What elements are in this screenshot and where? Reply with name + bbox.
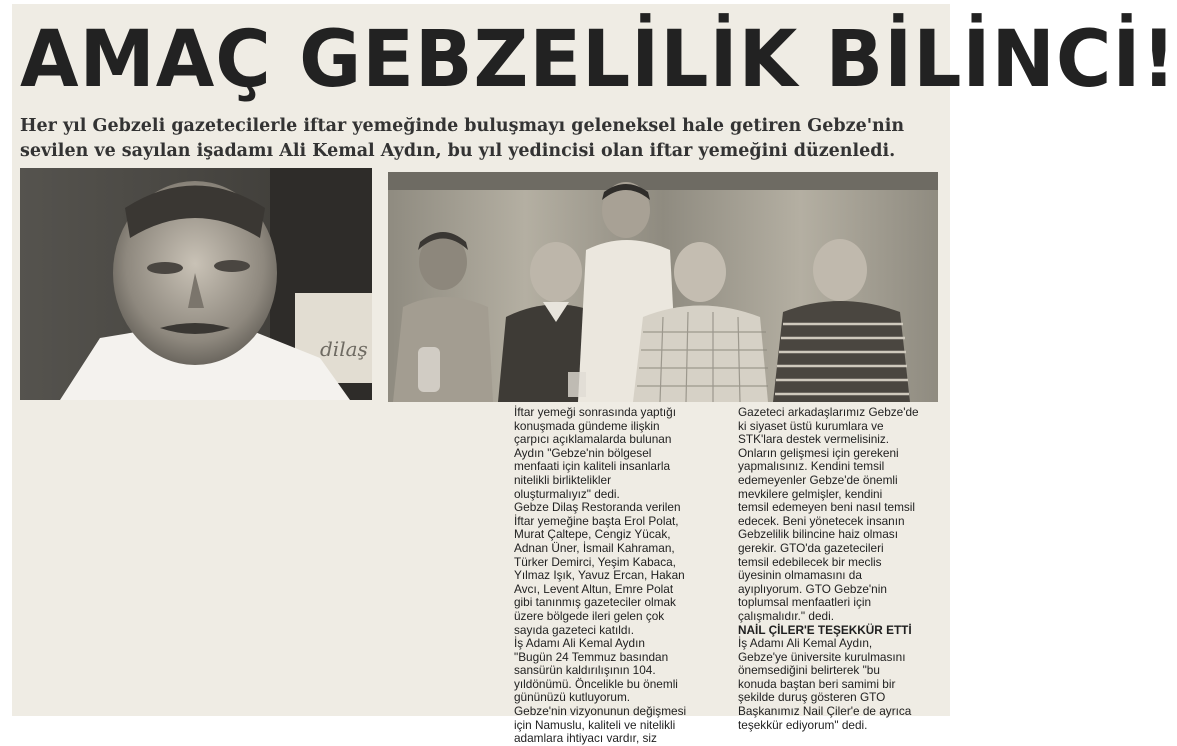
text-line: temsil edebilecek bir meclis bbox=[738, 554, 882, 569]
text-line: üyesinin olmamasını da bbox=[738, 568, 862, 583]
lead-line: Her yıl Gebzeli gazetecilerle iftar yemeğinde buluşmayı geleneksel hale getiren Gebze'nin bbox=[20, 116, 905, 136]
text-line: Adnan Üner, İsmail Kahraman, bbox=[514, 540, 675, 555]
text-line: oluşturmalıyız" dedi. bbox=[514, 486, 620, 501]
text-line: sayıda gazeteci katıldı. bbox=[514, 622, 635, 637]
text-line: konuda baştan beri samimi bir bbox=[738, 676, 896, 691]
text-line: ki siyaset üstü kurumlara ve bbox=[738, 418, 884, 433]
text-line: Murat Çaltepe, Cengiz Yücak, bbox=[514, 527, 671, 542]
subheading: NAİL ÇİLER'E TEŞEKKÜR ETTİ bbox=[738, 622, 912, 637]
text-line: Yılmaz Işık, Yavuz Ercan, Hakan bbox=[514, 568, 685, 583]
text-line: sansürün kaldırılışının 104. bbox=[514, 663, 656, 678]
article-column-1 bbox=[514, 406, 726, 746]
text-line: Gebze'ye üniversite kurulmasını bbox=[738, 649, 906, 664]
text-line: İş Adamı Ali Kemal Aydın bbox=[514, 636, 645, 651]
text-line: Türker Demirci, Yeşim Kabaca, bbox=[514, 554, 676, 569]
lead-line: sevilen ve sayılan işadamı Ali Kemal Aydın, bu yıl yedincisi olan iftar yemeğini düzenledi. bbox=[20, 141, 896, 161]
text-line: Gebze'nin vizyonunun değişmesi bbox=[514, 704, 687, 719]
text-line: şekilde duruş gösteren GTO bbox=[738, 690, 886, 705]
lead-paragraph bbox=[20, 114, 945, 164]
text-line: üzere bölgede ileri gelen çok bbox=[514, 608, 665, 623]
portrait-illustration bbox=[20, 168, 372, 400]
text-line: "Bugün 24 Temmuz basından bbox=[514, 649, 669, 664]
restaurant-sign-text: dilaş bbox=[320, 337, 368, 361]
text-line: nitelikli birliktelikler bbox=[514, 472, 612, 487]
text-line: Onların gelişmesi için gerekeni bbox=[738, 445, 899, 460]
text-line: için Namuslu, kaliteli ve nitelikli bbox=[514, 717, 676, 732]
text-line: edecek. Beni yönetecek insanın bbox=[738, 513, 905, 528]
text-line: teşekkür ediyorum" dedi. bbox=[738, 717, 868, 732]
text-line: Gazeteci arkadaşlarımız Gebze'de bbox=[738, 405, 919, 419]
text-line: Başkanımız Nail Çiler'e de ayrıca bbox=[738, 704, 912, 719]
text-line: gününüzü kutluyorum. bbox=[514, 690, 631, 705]
text-line: gibi tanınmış gazeteciler olmak bbox=[514, 595, 676, 610]
text-line: önemsediğini belirterek "bu bbox=[738, 663, 880, 678]
text-line: Avcı, Levent Altun, Emre Polat bbox=[514, 581, 674, 596]
text-line: Gebzelilik bilincine haiz olması bbox=[738, 527, 898, 542]
text-line: temsil edemeyen beni nasıl temsil bbox=[738, 500, 916, 515]
text-line: STK'lara destek vermelisiniz. bbox=[738, 432, 890, 447]
text-line: yapmalısınız. Kendini temsil bbox=[738, 459, 885, 474]
text-line: yıldönümü. Öncelikle bu önemli bbox=[514, 676, 678, 691]
text-line: menfaati için kaliteli insanlarla bbox=[514, 459, 671, 474]
text-line: gerekir. GTO'da gazetecileri bbox=[738, 540, 884, 555]
text-line: adamlara ihtiyacı vardır, siz bbox=[514, 731, 657, 746]
portrait-photo bbox=[20, 168, 372, 400]
text-line: İftar yemeği sonrasında yaptığı bbox=[514, 405, 676, 419]
group-illustration bbox=[388, 172, 938, 402]
headline: AMAÇ GEBZELİLİK BİLİNCİ! bbox=[20, 15, 1177, 105]
text-line: konuşmada gündeme ilişkin bbox=[514, 418, 660, 433]
text-line: Aydın "Gebze'nin bölgesel bbox=[514, 445, 652, 460]
text-line: Gebze Dilaş Restoranda verilen bbox=[514, 500, 681, 515]
text-line: İftar yemeğine başta Erol Polat, bbox=[514, 513, 679, 528]
text-line: ayıplıyorum. GTO Gebze'nin bbox=[738, 581, 887, 596]
text-line: edemeyenler Gebze'de önemli bbox=[738, 472, 898, 487]
text-line: çarpıcı açıklamalarda bulunan bbox=[514, 432, 672, 447]
article-column-2 bbox=[738, 406, 948, 732]
text-line: toplumsal menfaatleri için bbox=[738, 595, 872, 610]
text-line: mevkilere gelmişler, kendini bbox=[738, 486, 883, 501]
text-line: çalışmalıdır." dedi. bbox=[738, 608, 834, 623]
text-line: İş Adamı Ali Kemal Aydın, bbox=[738, 636, 873, 651]
group-photo bbox=[388, 172, 938, 402]
